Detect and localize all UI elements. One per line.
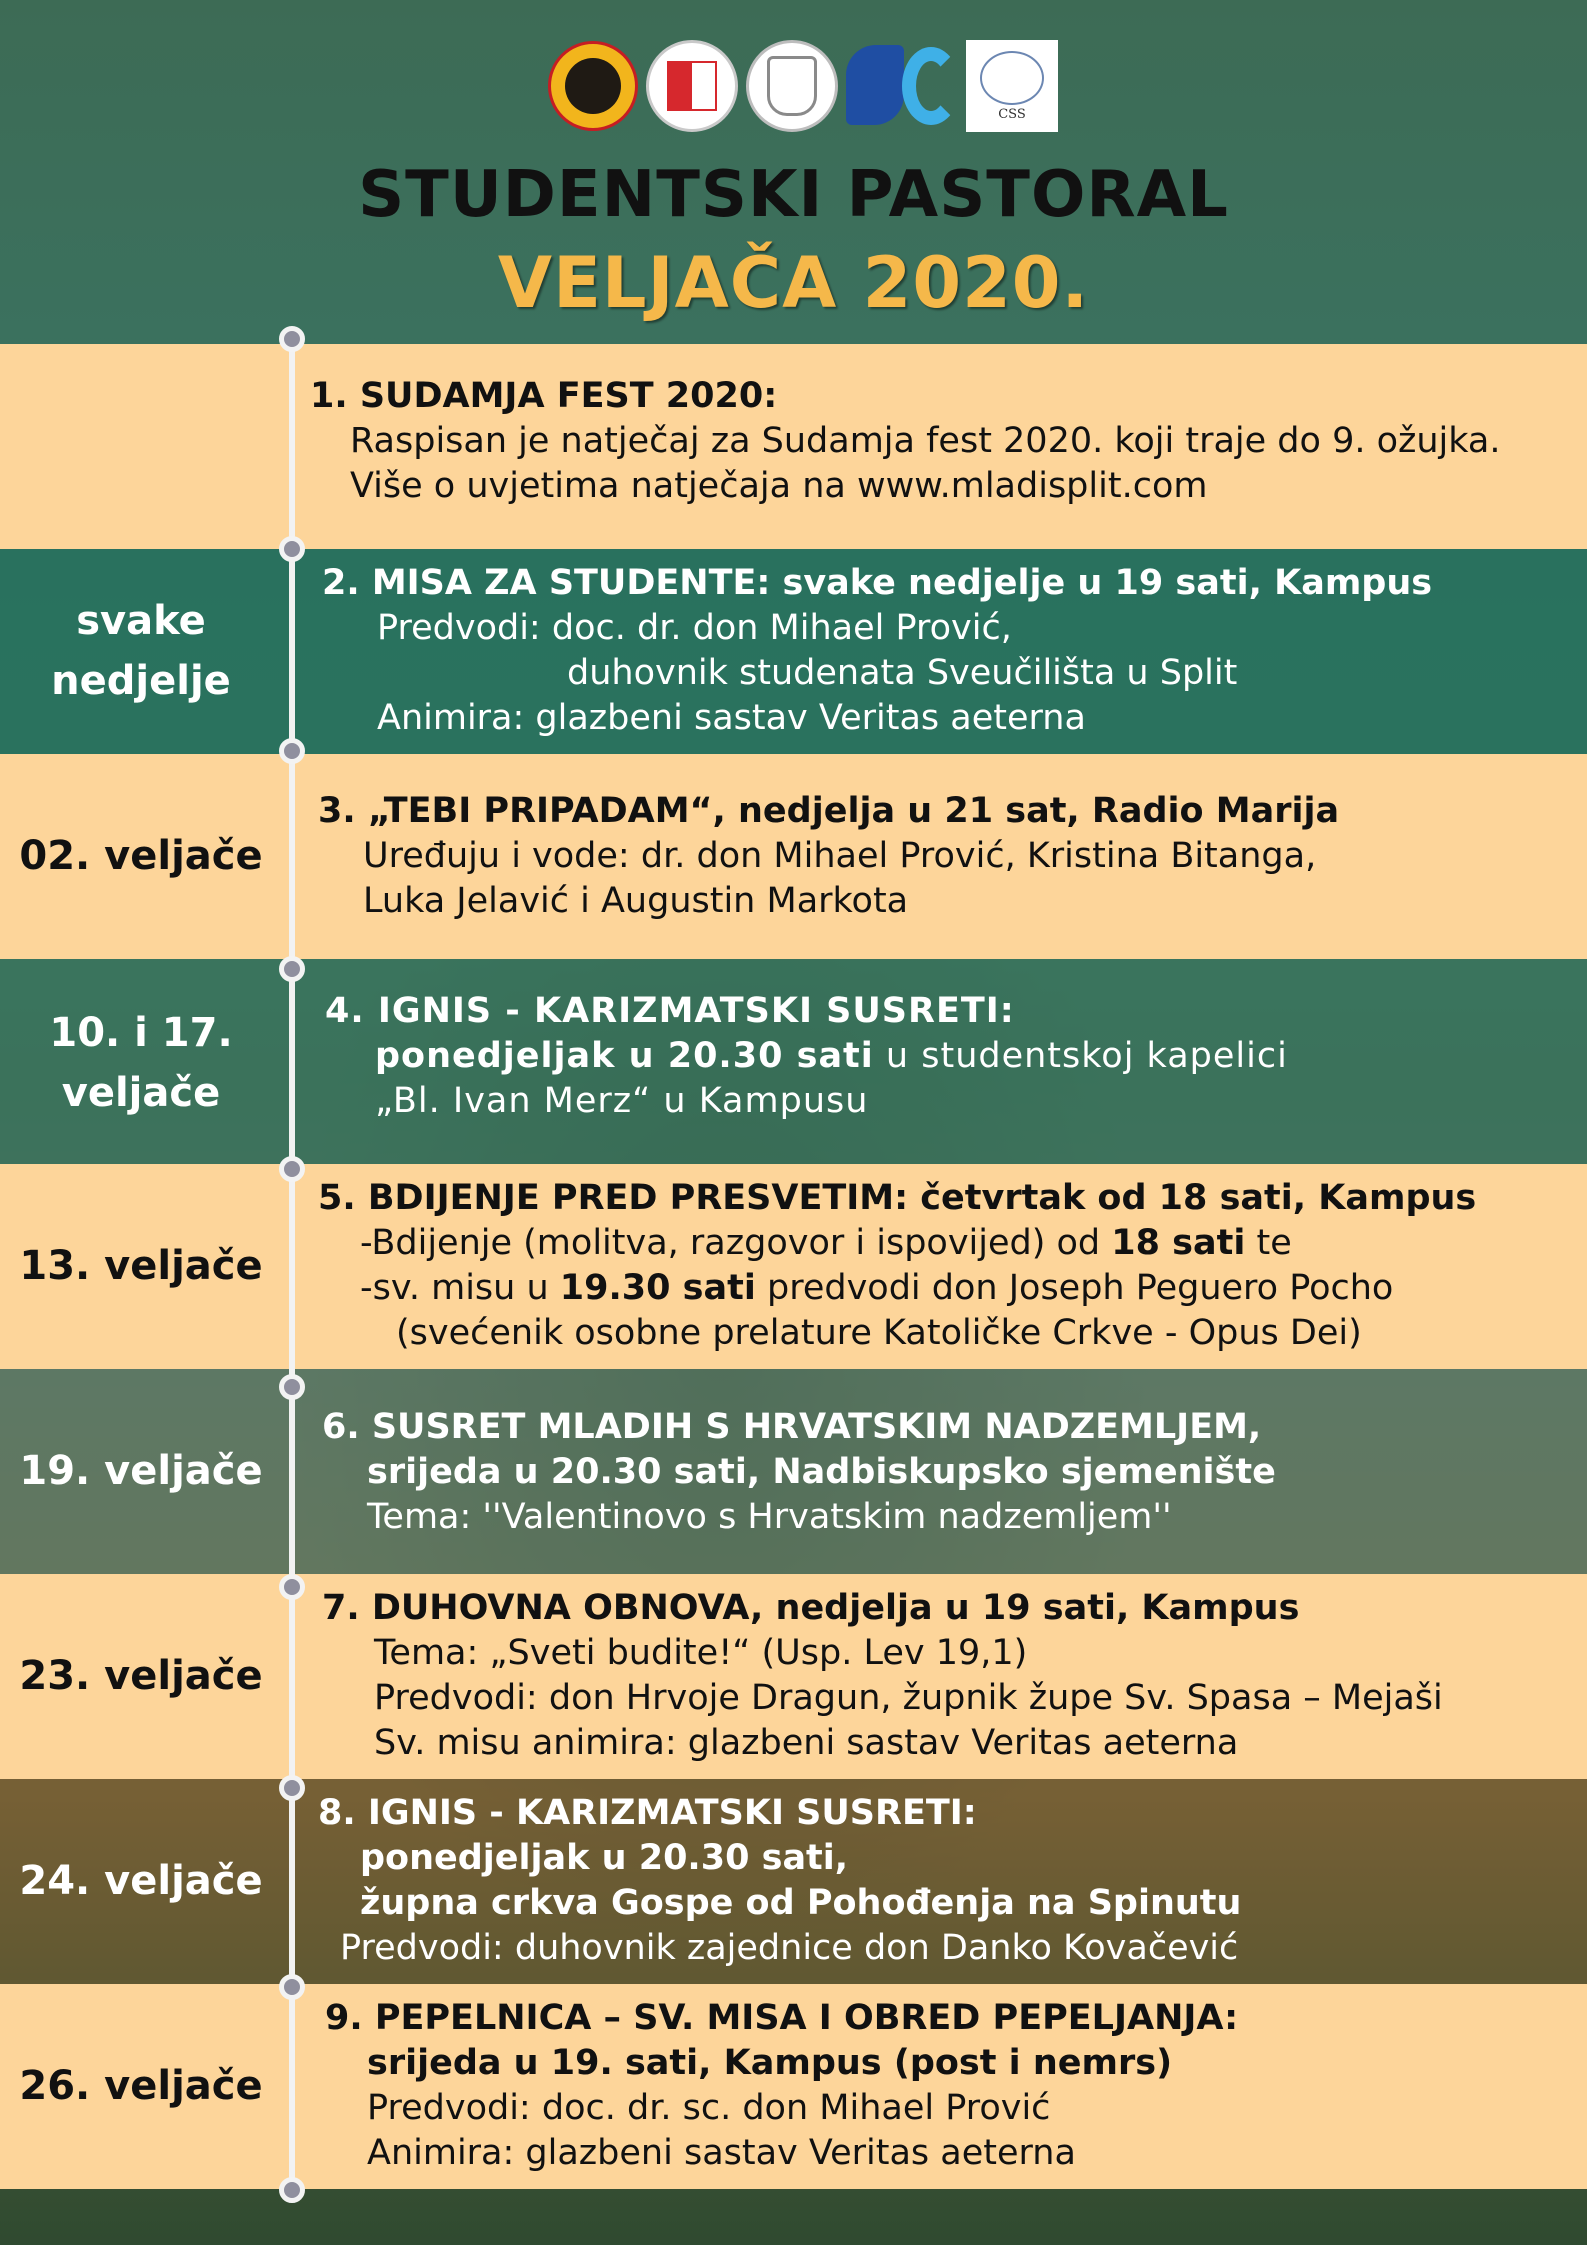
event-detail: ponedjeljak u 20.30 sati,: [360, 1838, 849, 1878]
event-title: 2. MISA ZA STUDENTE: svake nedjelje u 19 sati, Kampus: [322, 563, 1433, 603]
event-row: [0, 1369, 1587, 1574]
event-row: [0, 1984, 1587, 2189]
timeline-dot: [279, 1156, 305, 1182]
timeline-dot: [279, 1374, 305, 1400]
event-row: [0, 754, 1587, 959]
event-row: [0, 344, 1587, 549]
event-detail: Sv. misu animira: glazbeni sastav Veritas aeterna: [374, 1723, 1239, 1763]
event-detail: -sv. misu u 19.30 sati predvodi don Joseph Peguero Pocho: [360, 1268, 1394, 1308]
event-detail: Animira: glazbeni sastav Veritas aeterna: [377, 698, 1086, 738]
timeline-dot: [279, 326, 305, 352]
event-title: 3. „TEBI PRIPADAM“, nedjelja u 21 sat, Radio Marija: [318, 791, 1340, 831]
sveuciliste-u-splitu-logo: [746, 40, 838, 132]
event-detail: Tema: ''Valentinovo s Hrvatskim nadzemljem'': [367, 1497, 1172, 1537]
event-detail: duhovnik studenata Sveučilišta u Split: [567, 653, 1238, 693]
pastoral-mladih-logo: [548, 41, 638, 131]
timeline-dot: [279, 738, 305, 764]
event-date: 23. veljače: [19, 1653, 263, 1699]
event-detail: Predvodi: doc. dr. don Mihael Prović,: [377, 608, 1012, 648]
event-detail: Predvodi: duhovnik zajednice don Danko Kovačević: [340, 1928, 1239, 1968]
event-date: 02. veljače: [19, 833, 263, 879]
timeline-dot: [279, 956, 305, 982]
event-detail: župna crkva Gospe od Pohođenja na Spinutu: [360, 1883, 1242, 1923]
event-title: 1. SUDAMJA FEST 2020:: [310, 376, 778, 416]
event-row: [0, 549, 1587, 754]
event-title: 9. PEPELNICA – SV. MISA I OBRED PEPELJANJA:: [325, 1998, 1239, 2038]
event-detail: Animira: glazbeni sastav Veritas aeterna: [367, 2133, 1076, 2173]
timeline-dot: [279, 1574, 305, 1600]
event-detail: -Bdijenje (molitva, razgovor i ispovijed) od 18 sati te: [360, 1223, 1292, 1263]
event-detail: Tema: „Sveti budite!“ (Usp. Lev 19,1): [374, 1633, 1028, 1673]
event-detail: Luka Jelavić i Augustin Markota: [363, 881, 909, 921]
katolicki-bogoslovni-fakultet-logo: [646, 40, 738, 132]
event-detail: Raspisan je natječaj za Sudamja fest 2020. koji traje do 9. ožujka.: [350, 421, 1501, 461]
timeline-line: [289, 340, 295, 2190]
timeline-dot: [279, 2177, 305, 2203]
event-detail: srijeda u 20.30 sati, Nadbiskupsko sjemenište: [367, 1452, 1276, 1492]
sc-logo: [846, 41, 958, 131]
event-date: 24. veljače: [19, 1858, 263, 1904]
event-title: 8. IGNIS - KARIZMATSKI SUSRETI:: [318, 1793, 977, 1833]
page-subtitle: VELJAČA 2020.: [497, 242, 1090, 324]
css-logo: CSS: [966, 40, 1058, 132]
event-detail: srijeda u 19. sati, Kampus (post i nemrs): [367, 2043, 1173, 2083]
event-detail: ponedjeljak u 20.30 sati u studentskoj kapelici: [375, 1036, 1288, 1076]
event-title: 5. BDIJENJE PRED PRESVETIM: četvrtak od 18 sati, Kampus: [318, 1178, 1477, 1218]
event-row: [0, 959, 1587, 1164]
timeline-dot: [279, 1775, 305, 1801]
event-row: [0, 1574, 1587, 1779]
event-detail: Predvodi: don Hrvoje Dragun, župnik župe Sv. Spasa – Mejaši: [374, 1678, 1443, 1718]
timeline-dot: [279, 536, 305, 562]
event-date: svake nedjelje: [51, 598, 231, 704]
event-detail: „Bl. Ivan Merz“ u Kampusu: [375, 1081, 869, 1121]
logo-row: [548, 38, 1058, 134]
page-title: STUDENTSKI PASTORAL: [358, 158, 1229, 232]
event-detail: Predvodi: doc. dr. sc. don Mihael Prović: [367, 2088, 1051, 2128]
event-row: [0, 1779, 1587, 1984]
event-date: 19. veljače: [19, 1448, 263, 1494]
event-title: 6. SUSRET MLADIH S HRVATSKIM NADZEMLJEM,: [322, 1407, 1262, 1447]
event-row: [0, 1164, 1587, 1369]
event-date: 10. i 17. veljače: [49, 1010, 233, 1116]
event-detail: Uređuju i vode: dr. don Mihael Prović, Kristina Bitanga,: [363, 836, 1317, 876]
event-title: 7. DUHOVNA OBNOVA, nedjelja u 19 sati, Kampus: [322, 1588, 1300, 1628]
event-detail: (svećenik osobne prelature Katoličke Crkve - Opus Dei): [396, 1313, 1362, 1353]
timeline-dot: [279, 1974, 305, 2000]
event-title: 4. IGNIS - KARIZMATSKI SUSRETI:: [325, 991, 1015, 1031]
event-detail: Više o uvjetima natječaja na www.mladisplit.com: [350, 466, 1208, 506]
event-date: 26. veljače: [19, 2063, 263, 2109]
event-date: 13. veljače: [19, 1243, 263, 1289]
